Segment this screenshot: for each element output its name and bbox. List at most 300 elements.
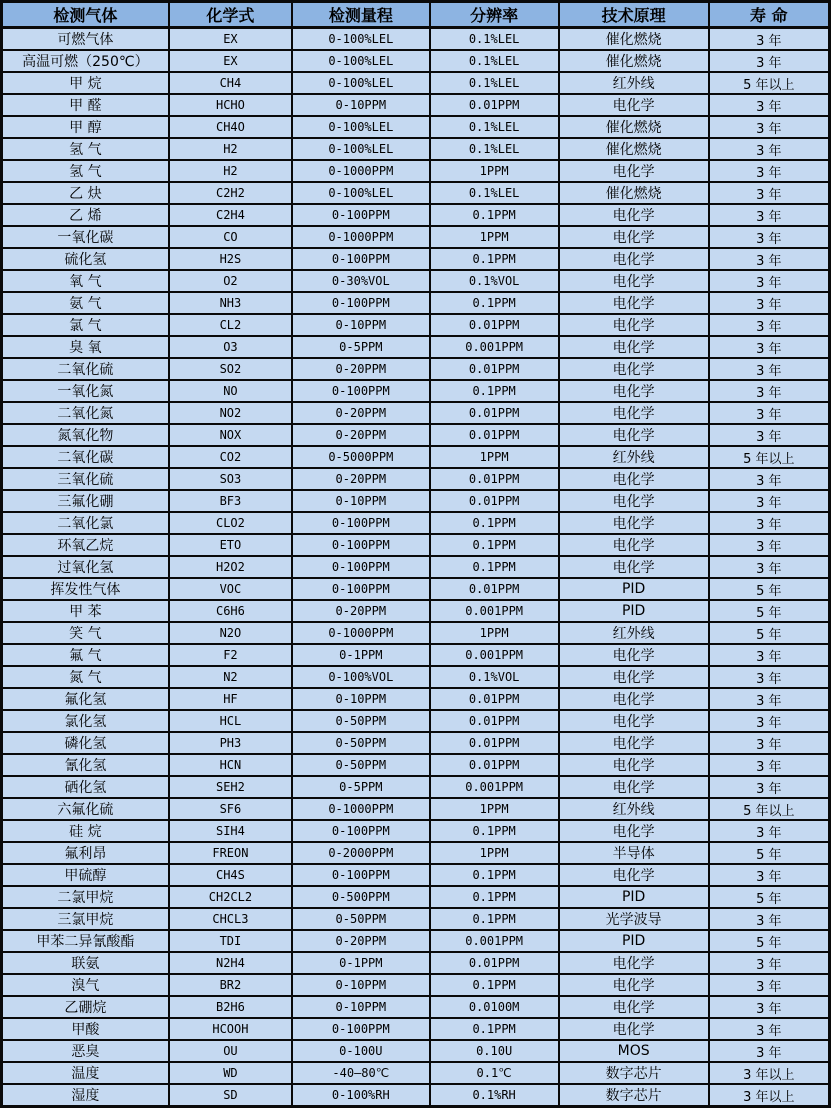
- cell-resolution: 0.1%LEL: [430, 50, 559, 72]
- cell-lifespan: 3 年以上: [709, 1062, 830, 1084]
- cell-gas: 二氯甲烷: [2, 886, 169, 908]
- cell-lifespan: 3 年: [709, 710, 830, 732]
- cell-formula: CH4O: [169, 116, 292, 138]
- cell-gas: 联氨: [2, 952, 169, 974]
- cell-formula: HF: [169, 688, 292, 710]
- cell-gas: 甲 醇: [2, 116, 169, 138]
- cell-resolution: 0.001PPM: [430, 644, 559, 666]
- cell-resolution: 0.1%LEL: [430, 72, 559, 94]
- cell-resolution: 0.01PPM: [430, 402, 559, 424]
- cell-resolution: 0.001PPM: [430, 930, 559, 952]
- cell-range: 0-100%RH: [292, 1084, 429, 1107]
- cell-formula: SO3: [169, 468, 292, 490]
- cell-lifespan: 3 年: [709, 512, 830, 534]
- cell-gas: 硅 烷: [2, 820, 169, 842]
- cell-principle: 电化学: [559, 754, 709, 776]
- cell-range: 0-1000PPM: [292, 226, 429, 248]
- table-row: [2, 446, 830, 468]
- cell-gas: 臭 氧: [2, 336, 169, 358]
- cell-lifespan: 3 年: [709, 314, 830, 336]
- cell-formula: O2: [169, 270, 292, 292]
- cell-range: 0-100U: [292, 1040, 429, 1062]
- header-principle: 技术原理: [559, 2, 709, 28]
- cell-gas: 二氧化硫: [2, 358, 169, 380]
- cell-formula: WD: [169, 1062, 292, 1084]
- cell-resolution: 0.01PPM: [430, 578, 559, 600]
- cell-principle: PID: [559, 600, 709, 622]
- cell-gas: 温度: [2, 1062, 169, 1084]
- table-row: [2, 842, 830, 864]
- cell-formula: F2: [169, 644, 292, 666]
- cell-resolution: 0.001PPM: [430, 600, 559, 622]
- cell-gas: 三氟化硼: [2, 490, 169, 512]
- cell-lifespan: 3 年: [709, 644, 830, 666]
- cell-range: 0-10PPM: [292, 974, 429, 996]
- cell-principle: 光学波导: [559, 908, 709, 930]
- cell-formula: BR2: [169, 974, 292, 996]
- cell-resolution: 0.1%RH: [430, 1084, 559, 1107]
- cell-principle: PID: [559, 930, 709, 952]
- cell-lifespan: 5 年: [709, 886, 830, 908]
- cell-formula: SF6: [169, 798, 292, 820]
- cell-formula: CO: [169, 226, 292, 248]
- cell-lifespan: 3 年: [709, 182, 830, 204]
- cell-gas: 氮 气: [2, 666, 169, 688]
- cell-principle: 电化学: [559, 996, 709, 1018]
- cell-range: 0-2000PPM: [292, 842, 429, 864]
- cell-lifespan: 5 年以上: [709, 446, 830, 468]
- cell-range: 0-50PPM: [292, 908, 429, 930]
- cell-principle: 电化学: [559, 534, 709, 556]
- table-row: [2, 248, 830, 270]
- cell-gas: 二氧化氯: [2, 512, 169, 534]
- cell-gas: 乙 烯: [2, 204, 169, 226]
- cell-resolution: 0.01PPM: [430, 358, 559, 380]
- table-row: [2, 204, 830, 226]
- cell-lifespan: 3 年: [709, 292, 830, 314]
- cell-range: 0-100%VOL: [292, 666, 429, 688]
- cell-resolution: 0.1PPM: [430, 1018, 559, 1040]
- cell-gas: 笑 气: [2, 622, 169, 644]
- cell-formula: CHCL3: [169, 908, 292, 930]
- cell-lifespan: 3 年: [709, 952, 830, 974]
- cell-formula: PH3: [169, 732, 292, 754]
- header-row: [2, 2, 830, 28]
- table-row: [2, 996, 830, 1018]
- table-row: [2, 292, 830, 314]
- cell-formula: EX: [169, 50, 292, 72]
- cell-principle: 催化燃烧: [559, 28, 709, 51]
- cell-gas: 氢 气: [2, 138, 169, 160]
- cell-lifespan: 5 年以上: [709, 798, 830, 820]
- cell-formula: HCN: [169, 754, 292, 776]
- cell-lifespan: 3 年: [709, 204, 830, 226]
- cell-resolution: 0.1%VOL: [430, 666, 559, 688]
- cell-formula: CL2: [169, 314, 292, 336]
- cell-range: 0-50PPM: [292, 754, 429, 776]
- table-row: [2, 622, 830, 644]
- cell-resolution: 0.01PPM: [430, 490, 559, 512]
- cell-formula: CLO2: [169, 512, 292, 534]
- table-row: [2, 1040, 830, 1062]
- cell-gas: 磷化氢: [2, 732, 169, 754]
- table-row: [2, 138, 830, 160]
- cell-resolution: 0.1%LEL: [430, 138, 559, 160]
- cell-range: 0-10PPM: [292, 490, 429, 512]
- cell-range: 0-100%LEL: [292, 28, 429, 51]
- cell-lifespan: 3 年: [709, 248, 830, 270]
- table-row: [2, 556, 830, 578]
- cell-gas: 一氧化碳: [2, 226, 169, 248]
- cell-principle: 电化学: [559, 336, 709, 358]
- cell-formula: SEH2: [169, 776, 292, 798]
- cell-lifespan: 3 年: [709, 424, 830, 446]
- table-row: [2, 534, 830, 556]
- table-row: [2, 424, 830, 446]
- cell-formula: CH4S: [169, 864, 292, 886]
- cell-principle: 电化学: [559, 952, 709, 974]
- cell-gas: 湿度: [2, 1084, 169, 1107]
- cell-formula: NOX: [169, 424, 292, 446]
- cell-principle: PID: [559, 886, 709, 908]
- cell-lifespan: 3 年: [709, 666, 830, 688]
- cell-gas: 氯化氢: [2, 710, 169, 732]
- table-row: [2, 314, 830, 336]
- cell-gas: 二氧化氮: [2, 402, 169, 424]
- cell-range: 0-100PPM: [292, 292, 429, 314]
- table-row: [2, 886, 830, 908]
- table-row: [2, 380, 830, 402]
- cell-principle: 催化燃烧: [559, 138, 709, 160]
- cell-range: 0-10PPM: [292, 996, 429, 1018]
- cell-formula: HCOOH: [169, 1018, 292, 1040]
- cell-principle: PID: [559, 578, 709, 600]
- cell-resolution: 1PPM: [430, 842, 559, 864]
- cell-formula: SD: [169, 1084, 292, 1107]
- cell-formula: ETO: [169, 534, 292, 556]
- cell-principle: 电化学: [559, 402, 709, 424]
- cell-range: 0-500PPM: [292, 886, 429, 908]
- cell-formula: CH4: [169, 72, 292, 94]
- cell-principle: 电化学: [559, 732, 709, 754]
- cell-lifespan: 3 年: [709, 974, 830, 996]
- cell-gas: 六氟化硫: [2, 798, 169, 820]
- cell-lifespan: 3 年: [709, 138, 830, 160]
- cell-range: 0-1000PPM: [292, 622, 429, 644]
- cell-gas: 硫化氢: [2, 248, 169, 270]
- cell-principle: 数字芯片: [559, 1084, 709, 1107]
- cell-lifespan: 5 年: [709, 622, 830, 644]
- cell-range: 0-1000PPM: [292, 160, 429, 182]
- cell-principle: 红外线: [559, 798, 709, 820]
- cell-principle: MOS: [559, 1040, 709, 1062]
- cell-formula: NH3: [169, 292, 292, 314]
- table-row: [2, 820, 830, 842]
- table-row: [2, 732, 830, 754]
- table-row: [2, 50, 830, 72]
- cell-gas: 氰化氢: [2, 754, 169, 776]
- cell-range: 0-10PPM: [292, 94, 429, 116]
- cell-resolution: 0.1PPM: [430, 534, 559, 556]
- cell-lifespan: 5 年: [709, 578, 830, 600]
- cell-formula: O3: [169, 336, 292, 358]
- cell-principle: 电化学: [559, 270, 709, 292]
- cell-resolution: 0.001PPM: [430, 336, 559, 358]
- cell-range: 0-20PPM: [292, 930, 429, 952]
- cell-principle: 电化学: [559, 160, 709, 182]
- cell-range: 0-100%LEL: [292, 50, 429, 72]
- cell-resolution: 0.1PPM: [430, 380, 559, 402]
- cell-resolution: 0.1PPM: [430, 864, 559, 886]
- cell-lifespan: 3 年: [709, 94, 830, 116]
- cell-formula: SO2: [169, 358, 292, 380]
- cell-formula: BF3: [169, 490, 292, 512]
- cell-range: 0-5000PPM: [292, 446, 429, 468]
- table-row: [2, 28, 830, 51]
- cell-principle: 电化学: [559, 292, 709, 314]
- cell-principle: 电化学: [559, 490, 709, 512]
- cell-range: 0-20PPM: [292, 402, 429, 424]
- table-row: [2, 798, 830, 820]
- cell-formula: TDI: [169, 930, 292, 952]
- table-row: [2, 94, 830, 116]
- cell-lifespan: 3 年: [709, 490, 830, 512]
- cell-resolution: 1PPM: [430, 798, 559, 820]
- cell-gas: 甲酸: [2, 1018, 169, 1040]
- cell-resolution: 0.01PPM: [430, 754, 559, 776]
- cell-resolution: 0.1PPM: [430, 512, 559, 534]
- cell-lifespan: 5 年: [709, 842, 830, 864]
- cell-lifespan: 3 年: [709, 402, 830, 424]
- cell-formula: FREON: [169, 842, 292, 864]
- cell-gas: 氮氧化物: [2, 424, 169, 446]
- cell-lifespan: 3 年: [709, 50, 830, 72]
- cell-formula: CO2: [169, 446, 292, 468]
- table-row: [2, 930, 830, 952]
- cell-range: 0-10PPM: [292, 688, 429, 710]
- cell-principle: 电化学: [559, 512, 709, 534]
- cell-resolution: 0.01PPM: [430, 710, 559, 732]
- cell-gas: 甲苯二异氰酸酯: [2, 930, 169, 952]
- cell-gas: 甲 烷: [2, 72, 169, 94]
- cell-principle: 红外线: [559, 72, 709, 94]
- table-row: [2, 1084, 830, 1107]
- cell-range: 0-20PPM: [292, 424, 429, 446]
- cell-gas: 一氧化氮: [2, 380, 169, 402]
- cell-resolution: 0.1PPM: [430, 556, 559, 578]
- cell-principle: 电化学: [559, 204, 709, 226]
- cell-lifespan: 3 年: [709, 864, 830, 886]
- cell-formula: H2: [169, 138, 292, 160]
- cell-lifespan: 5 年: [709, 930, 830, 952]
- cell-range: 0-100%LEL: [292, 182, 429, 204]
- cell-resolution: 0.1PPM: [430, 886, 559, 908]
- cell-resolution: 1PPM: [430, 622, 559, 644]
- cell-lifespan: 3 年: [709, 1018, 830, 1040]
- cell-formula: OU: [169, 1040, 292, 1062]
- cell-lifespan: 3 年: [709, 908, 830, 930]
- header-gas: 检测气体: [2, 2, 169, 28]
- table-row: [2, 226, 830, 248]
- cell-lifespan: 5 年: [709, 600, 830, 622]
- cell-gas: 乙硼烷: [2, 996, 169, 1018]
- table-body: [2, 28, 830, 1107]
- cell-principle: 电化学: [559, 226, 709, 248]
- table-row: [2, 358, 830, 380]
- cell-range: 0-100PPM: [292, 512, 429, 534]
- cell-range: 0-100PPM: [292, 820, 429, 842]
- cell-range: 0-20PPM: [292, 468, 429, 490]
- table-row: [2, 160, 830, 182]
- table-row: [2, 644, 830, 666]
- cell-resolution: 0.01PPM: [430, 688, 559, 710]
- cell-gas: 三氧化硫: [2, 468, 169, 490]
- cell-resolution: 0.1PPM: [430, 908, 559, 930]
- cell-range: 0-100PPM: [292, 578, 429, 600]
- cell-principle: 红外线: [559, 446, 709, 468]
- cell-principle: 电化学: [559, 94, 709, 116]
- cell-resolution: 0.001PPM: [430, 776, 559, 798]
- cell-resolution: 0.1PPM: [430, 248, 559, 270]
- cell-principle: 电化学: [559, 380, 709, 402]
- cell-gas: 可燃气体: [2, 28, 169, 51]
- cell-formula: N2: [169, 666, 292, 688]
- cell-range: 0-1000PPM: [292, 798, 429, 820]
- cell-gas: 环氧乙烷: [2, 534, 169, 556]
- cell-gas: 氢 气: [2, 160, 169, 182]
- cell-principle: 电化学: [559, 710, 709, 732]
- cell-lifespan: 3 年: [709, 534, 830, 556]
- cell-formula: VOC: [169, 578, 292, 600]
- cell-formula: C2H4: [169, 204, 292, 226]
- cell-range: 0-100PPM: [292, 380, 429, 402]
- cell-formula: C2H2: [169, 182, 292, 204]
- cell-principle: 数字芯片: [559, 1062, 709, 1084]
- table-row: [2, 182, 830, 204]
- cell-formula: N2O: [169, 622, 292, 644]
- table-row: [2, 402, 830, 424]
- cell-lifespan: 3 年: [709, 358, 830, 380]
- cell-range: 0-100PPM: [292, 248, 429, 270]
- cell-formula: H2: [169, 160, 292, 182]
- cell-range: 0-100%LEL: [292, 116, 429, 138]
- cell-formula: H2S: [169, 248, 292, 270]
- header-range: 检测量程: [292, 2, 429, 28]
- cell-principle: 红外线: [559, 622, 709, 644]
- cell-principle: 电化学: [559, 666, 709, 688]
- cell-principle: 电化学: [559, 864, 709, 886]
- cell-principle: 电化学: [559, 358, 709, 380]
- cell-range: 0-20PPM: [292, 600, 429, 622]
- table-row: [2, 1062, 830, 1084]
- cell-range: 0-1PPM: [292, 644, 429, 666]
- cell-lifespan: 3 年: [709, 688, 830, 710]
- cell-resolution: 1PPM: [430, 160, 559, 182]
- cell-formula: NO: [169, 380, 292, 402]
- cell-principle: 电化学: [559, 644, 709, 666]
- cell-range: 0-1PPM: [292, 952, 429, 974]
- cell-lifespan: 3 年: [709, 556, 830, 578]
- cell-lifespan: 5 年以上: [709, 72, 830, 94]
- table-row: [2, 864, 830, 886]
- table-row: [2, 116, 830, 138]
- cell-gas: 甲硫醇: [2, 864, 169, 886]
- table-row: [2, 72, 830, 94]
- header-formula: 化学式: [169, 2, 292, 28]
- table-row: [2, 688, 830, 710]
- cell-range: 0-5PPM: [292, 336, 429, 358]
- cell-range: 0-50PPM: [292, 732, 429, 754]
- cell-principle: 电化学: [559, 974, 709, 996]
- cell-resolution: 0.1%LEL: [430, 28, 559, 51]
- table-row: [2, 512, 830, 534]
- cell-principle: 电化学: [559, 556, 709, 578]
- cell-lifespan: 3 年: [709, 732, 830, 754]
- cell-resolution: 1PPM: [430, 226, 559, 248]
- cell-resolution: 0.01PPM: [430, 94, 559, 116]
- cell-lifespan: 3 年以上: [709, 1084, 830, 1107]
- header-lifespan: 寿 命: [709, 2, 830, 28]
- table-row: [2, 270, 830, 292]
- cell-lifespan: 3 年: [709, 1040, 830, 1062]
- cell-lifespan: 3 年: [709, 468, 830, 490]
- cell-lifespan: 3 年: [709, 754, 830, 776]
- cell-resolution: 0.1%LEL: [430, 182, 559, 204]
- cell-gas: 溴气: [2, 974, 169, 996]
- cell-resolution: 0.1%VOL: [430, 270, 559, 292]
- cell-formula: H2O2: [169, 556, 292, 578]
- cell-principle: 电化学: [559, 820, 709, 842]
- cell-lifespan: 3 年: [709, 820, 830, 842]
- cell-range: 0-100PPM: [292, 556, 429, 578]
- table-row: [2, 908, 830, 930]
- cell-range: 0-100%LEL: [292, 138, 429, 160]
- cell-gas: 氟利昂: [2, 842, 169, 864]
- cell-lifespan: 3 年: [709, 996, 830, 1018]
- cell-resolution: 1PPM: [430, 446, 559, 468]
- cell-formula: C6H6: [169, 600, 292, 622]
- cell-principle: 电化学: [559, 688, 709, 710]
- cell-resolution: 0.1PPM: [430, 974, 559, 996]
- cell-resolution: 0.1℃: [430, 1062, 559, 1084]
- cell-formula: HCHO: [169, 94, 292, 116]
- cell-resolution: 0.01PPM: [430, 952, 559, 974]
- cell-formula: SIH4: [169, 820, 292, 842]
- cell-formula: CH2CL2: [169, 886, 292, 908]
- cell-gas: 三氯甲烷: [2, 908, 169, 930]
- cell-range: 0-5PPM: [292, 776, 429, 798]
- cell-lifespan: 3 年: [709, 160, 830, 182]
- cell-range: 0-20PPM: [292, 358, 429, 380]
- cell-principle: 电化学: [559, 776, 709, 798]
- cell-resolution: 0.1PPM: [430, 292, 559, 314]
- cell-lifespan: 3 年: [709, 270, 830, 292]
- cell-range: 0-10PPM: [292, 314, 429, 336]
- cell-range: 0-30%VOL: [292, 270, 429, 292]
- cell-resolution: 0.1PPM: [430, 820, 559, 842]
- cell-range: 0-100PPM: [292, 204, 429, 226]
- cell-resolution: 0.1%LEL: [430, 116, 559, 138]
- cell-gas: 过氧化氢: [2, 556, 169, 578]
- cell-formula: NO2: [169, 402, 292, 424]
- table-header: [2, 2, 830, 28]
- cell-gas: 恶臭: [2, 1040, 169, 1062]
- cell-lifespan: 3 年: [709, 380, 830, 402]
- cell-principle: 电化学: [559, 468, 709, 490]
- table-row: [2, 776, 830, 798]
- cell-gas: 甲 苯: [2, 600, 169, 622]
- cell-range: 0-100PPM: [292, 534, 429, 556]
